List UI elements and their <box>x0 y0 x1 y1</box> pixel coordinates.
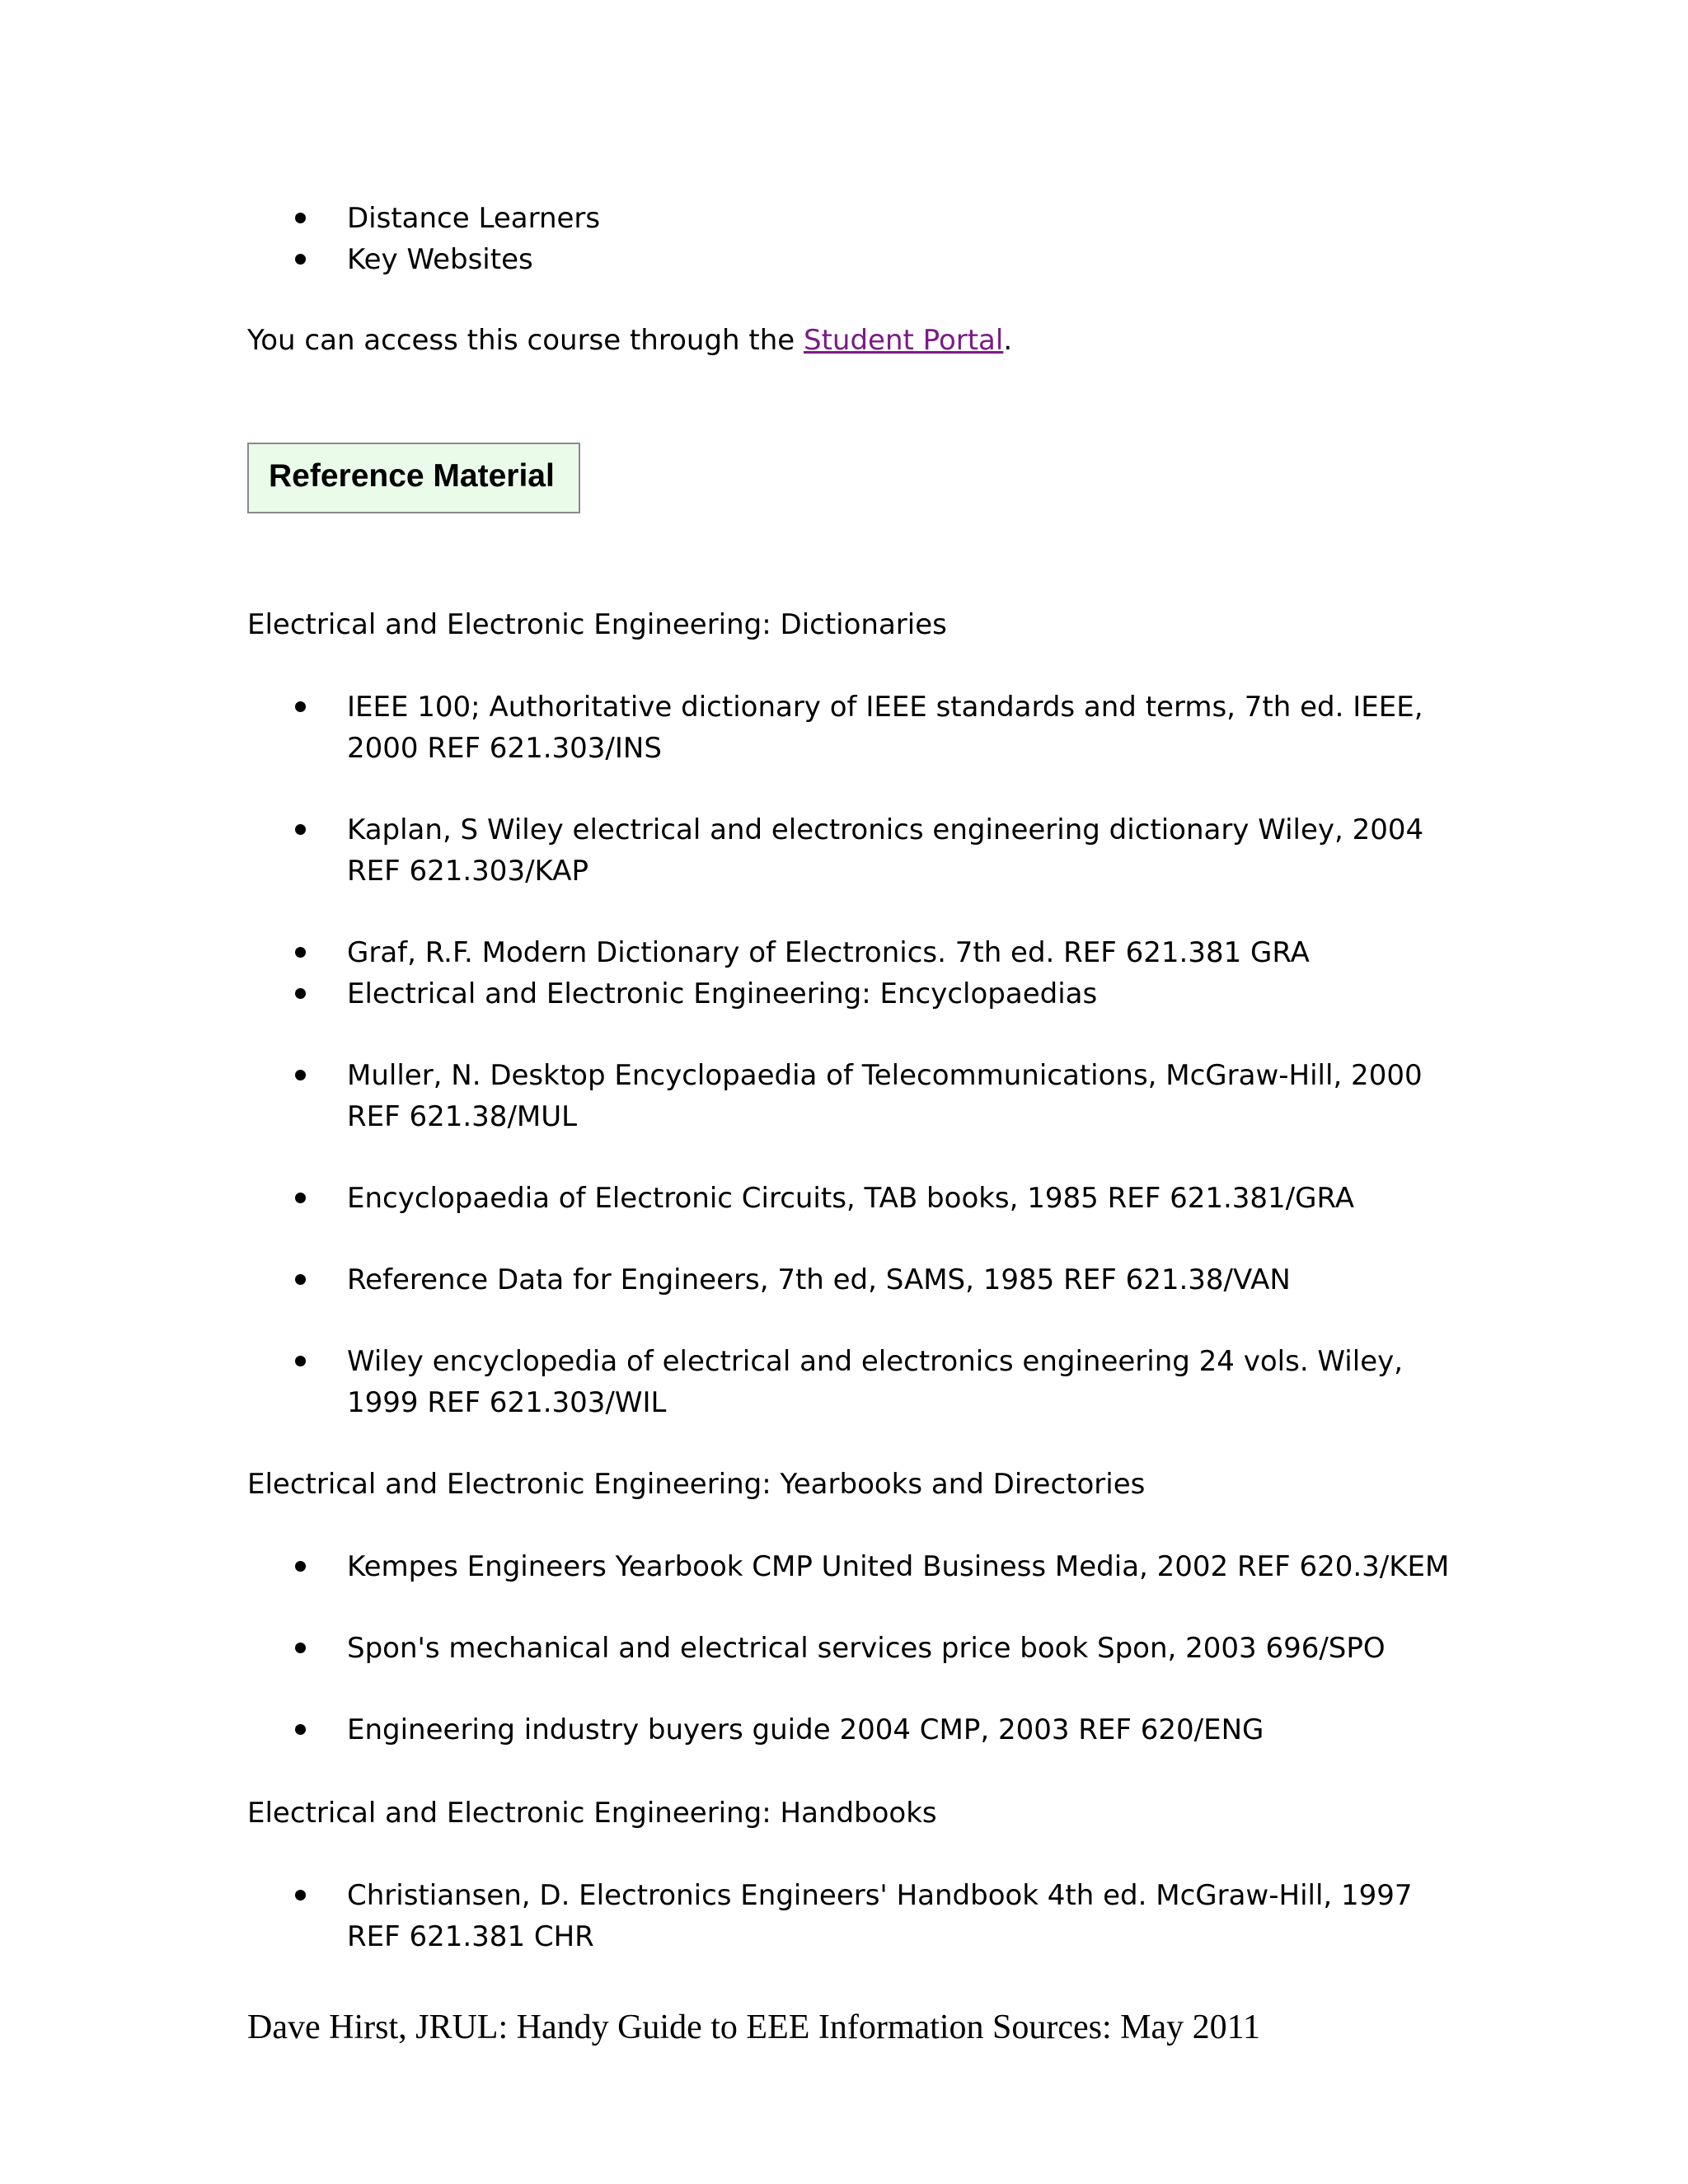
bullet-icon <box>295 947 306 958</box>
bullet-icon <box>295 1356 306 1366</box>
dictionaries-heading: Electrical and Electronic Engineering: Dictionaries <box>247 608 947 641</box>
list-item: Distance Learners <box>247 198 1451 239</box>
bullet-icon <box>295 988 306 999</box>
reference-material-heading-box <box>247 443 580 513</box>
bullet-icon <box>295 701 306 712</box>
student-portal-link[interactable]: Student Portal <box>804 324 1004 357</box>
list-item: Electrical and Electronic Engineering: Encyclopaedias <box>247 973 1451 1015</box>
yearbooks-list <box>247 1546 1451 1750</box>
bullet-icon <box>295 1070 306 1080</box>
list-item: Encyclopaedia of Electronic Circuits, TAB books, 1985 REF 621.381/GRA <box>247 1178 1451 1219</box>
access-paragraph: You can access this course through the Student Portal. <box>247 324 1013 357</box>
bullet-icon <box>295 1890 306 1900</box>
list-item: Wiley encyclopedia of electrical and electronics engineering 24 vols. Wiley, 1999 REF 621.303/WIL <box>247 1341 1451 1423</box>
list-item: Kaplan, S Wiley electrical and electronics engineering dictionary Wiley, 2004 REF 621.303/KAP <box>247 809 1451 892</box>
bullet-icon <box>295 1274 306 1285</box>
top-bullet-list <box>247 198 1451 280</box>
bullet-icon <box>295 824 306 835</box>
page-footer: Dave Hirst, JRUL: Handy Guide to EEE Information Sources: May 2011 <box>247 2008 1261 2046</box>
dictionaries-list <box>247 687 1451 1423</box>
list-item: Engineering industry buyers guide 2004 CMP, 2003 REF 620/ENG <box>247 1709 1451 1750</box>
list-item: IEEE 100; Authoritative dictionary of IEEE standards and terms, 7th ed. IEEE, 2000 REF 621.303/INS <box>247 687 1451 769</box>
bullet-icon <box>295 254 306 265</box>
yearbooks-heading: Electrical and Electronic Engineering: Yearbooks and Directories <box>247 1468 1146 1501</box>
section-title: Reference Material <box>269 458 555 494</box>
bullet-icon <box>295 1561 306 1572</box>
list-item: Graf, R.F. Modern Dictionary of Electronics. 7th ed. REF 621.381 GRA <box>247 932 1451 973</box>
bullet-icon <box>295 1724 306 1735</box>
bullet-icon <box>295 1643 306 1653</box>
handbooks-list <box>247 1875 1451 1957</box>
list-item: Reference Data for Engineers, 7th ed, SAMS, 1985 REF 621.38/VAN <box>247 1259 1451 1301</box>
list-item: Muller, N. Desktop Encyclopaedia of Telecommunications, McGraw-Hill, 2000 REF 621.38/MUL <box>247 1055 1451 1137</box>
list-item: Kempes Engineers Yearbook CMP United Business Media, 2002 REF 620.3/KEM <box>247 1546 1451 1587</box>
bullet-icon <box>295 1193 306 1203</box>
list-item: Spon's mechanical and electrical services price book Spon, 2003 696/SPO <box>247 1628 1451 1669</box>
handbooks-heading: Electrical and Electronic Engineering: Handbooks <box>247 1797 937 1830</box>
list-item: Christiansen, D. Electronics Engineers' Handbook 4th ed. McGraw-Hill, 1997 REF 621.381 CHR <box>247 1875 1451 1957</box>
list-item: Key Websites <box>247 239 1451 280</box>
bullet-icon <box>295 213 306 223</box>
